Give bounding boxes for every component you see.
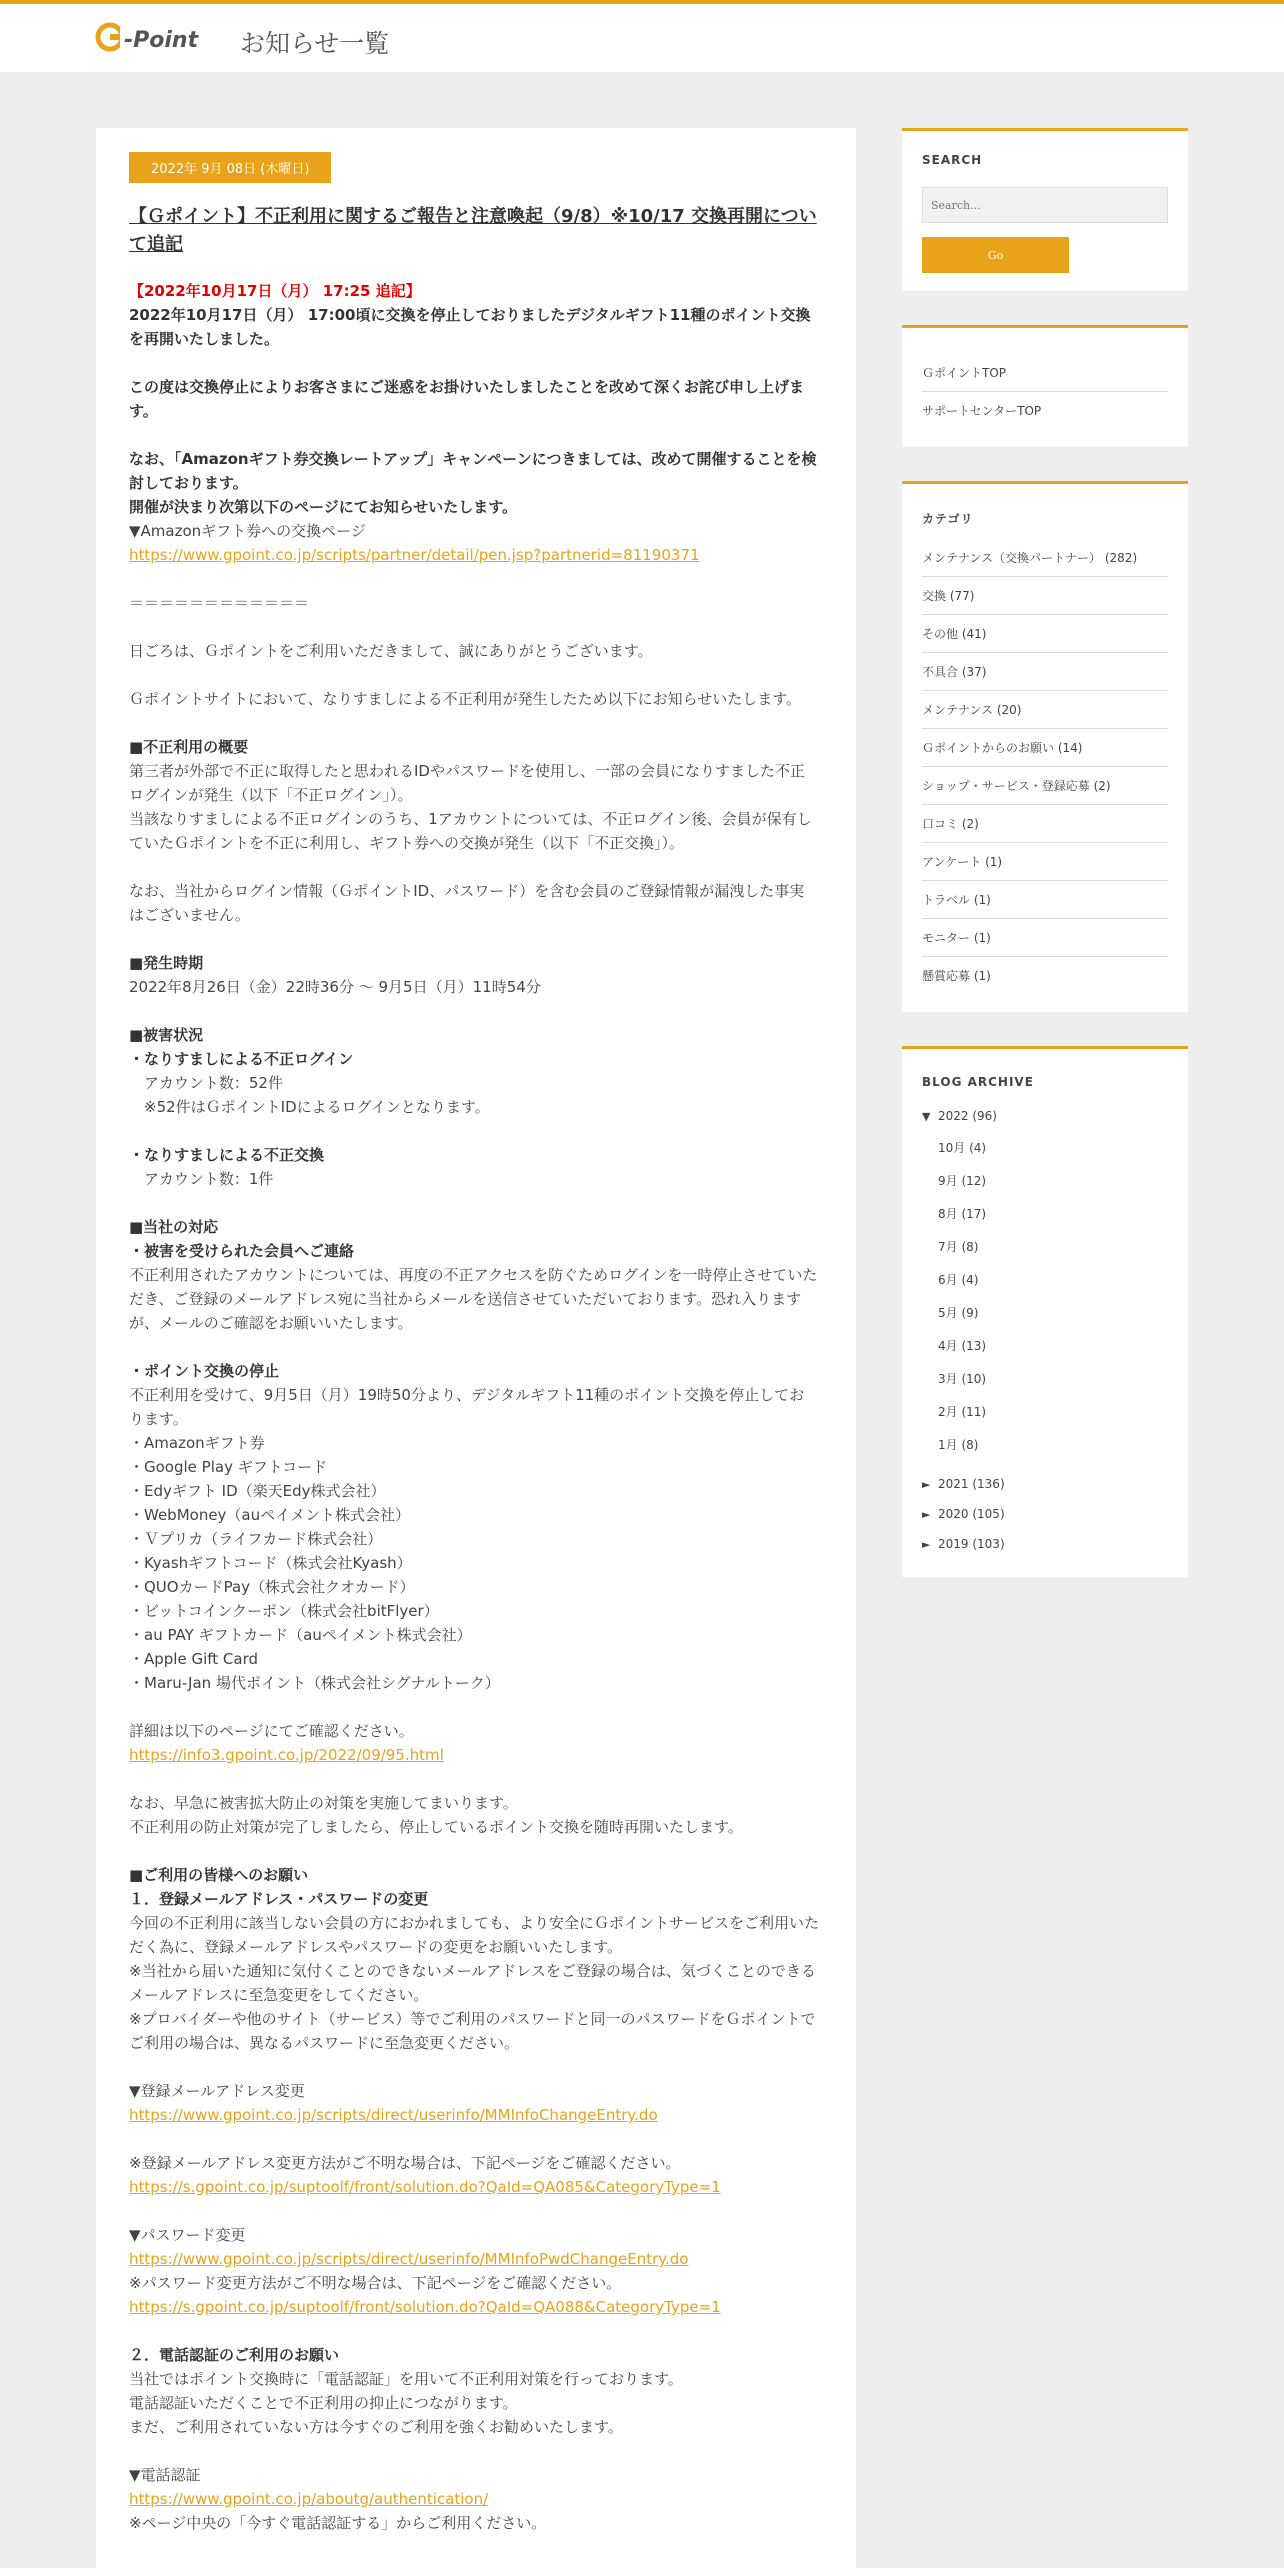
post-blank-line (129, 1839, 819, 1863)
post-text-line: アカウント数：52件 (129, 1074, 283, 1092)
post-text-line: ■不正利用の概要 (129, 738, 249, 756)
archive-widget (902, 1046, 1188, 1577)
post-text-line: 2022年8月26日（金）22時36分 ～ 9月5日（月）11時54分 (129, 978, 541, 996)
post-text-line: ※ページ中央の「今すぐ電話認証する」からご利用ください。 (129, 2514, 547, 2532)
post-text-line: 【2022年10月17日（月） 17:25 追記】 (129, 282, 421, 300)
post (129, 152, 819, 2535)
categories-heading: カテゴリ (922, 512, 974, 526)
archive-year-label[interactable]: 2021 (136) (938, 1477, 1005, 1491)
expand-triangle-icon[interactable]: ► (922, 1538, 931, 1551)
category-item[interactable]: 懸賞応募 (1) (922, 969, 991, 983)
post-text-line: ＝＝＝＝＝＝＝＝＝＝＝＝ (129, 594, 310, 612)
post-text-line: ・Amazonギフト券 (129, 1434, 265, 1452)
post-blank-line (129, 999, 819, 1023)
sidebar (902, 128, 1188, 1611)
post-text-line: ■被害状況 (129, 1026, 204, 1044)
search-button[interactable]: Go (922, 237, 1069, 273)
link-support-top[interactable]: サポートセンターTOP (922, 404, 1042, 418)
post-link[interactable]: https://info3.gpoint.co.jp/2022/09/95.html (129, 1746, 444, 1764)
search-input[interactable] (922, 187, 1168, 223)
post-body (129, 279, 819, 2535)
archive-year-label[interactable]: 2019 (103) (938, 1537, 1005, 1551)
post-link[interactable]: https://www.gpoint.co.jp/aboutg/authentication/ (129, 2490, 489, 2508)
post-date-badge: 2022年 9月 08日 (木曜日) (129, 152, 331, 183)
post-blank-line (129, 1767, 819, 1791)
post-blank-line (129, 2127, 819, 2151)
archive-year-item[interactable] (922, 1469, 1168, 1499)
search-widget (902, 128, 1188, 291)
post-link[interactable]: https://www.gpoint.co.jp/scripts/partner/detail/pen.jsp?partnerid=81190371 (129, 546, 700, 564)
archive-month-item[interactable]: 7月 (8) (938, 1240, 979, 1254)
archive-year-list (922, 1469, 1168, 1559)
post-text-line: ■発生時期 (129, 954, 204, 972)
collapse-triangle-icon[interactable]: ▼ (922, 1110, 931, 1123)
post-text-line: Ｇポイントサイトにおいて、なりすましによる不正利用が発生したため以下にお知らせいたします。 (129, 690, 802, 708)
category-item[interactable]: アンケート (1) (922, 843, 1168, 881)
post-text-line: ・Kyashギフトコード（株式会社Kyash） (129, 1554, 412, 1572)
category-item[interactable]: ショップ・サービス・登録応募 (2) (922, 767, 1168, 805)
categories-widget (902, 481, 1188, 1012)
archive-month-item[interactable]: 3月 (10) (938, 1372, 987, 1386)
archive-month-item[interactable]: 5月 (9) (938, 1306, 979, 1320)
post-text-line: 詳細は以下のページにてご確認ください。 (129, 1722, 414, 1740)
archive-heading: BLOG ARCHIVE (922, 1075, 1034, 1089)
archive-month-item[interactable]: 9月 (12) (938, 1174, 987, 1188)
post-text-line: 2022年10月17日（月） 17:00頃に交換を停止しておりましたデジタルギフト11種のポイント交換を再開いたしました。 (129, 306, 811, 348)
archive-month-item[interactable]: 1月 (8) (938, 1438, 979, 1452)
link-gpoint-top[interactable]: ＧポイントTOP (922, 354, 1168, 392)
post-text-line: アカウント数：1件 (129, 1170, 274, 1188)
category-item[interactable]: 不具合 (37) (922, 653, 1168, 691)
expand-triangle-icon[interactable]: ► (922, 1478, 931, 1491)
gpoint-logo[interactable] (94, 18, 206, 56)
post-blank-line (129, 2055, 819, 2079)
post-text-line: ・Google Play ギフトコード (129, 1458, 328, 1476)
post-text-line: ▼Amazonギフト券への交換ページ (129, 522, 366, 540)
post-text-line: ■当社の対応 (129, 1218, 219, 1236)
archive-year-2022[interactable] (922, 1101, 1168, 1131)
post-text-line: ・Edyギフト ID（楽天Edy株式会社） (129, 1482, 386, 1500)
post-text-line: ・なりすましによる不正ログイン (129, 1050, 354, 1068)
category-item[interactable]: メンテナンス（交換パートナー） (282) (922, 539, 1168, 577)
page-title: お知らせ一覧 (240, 29, 390, 58)
post-text-line: ・Apple Gift Card (129, 1650, 259, 1668)
archive-year-label[interactable]: 2020 (105) (938, 1507, 1005, 1521)
post-text-line: 開催が決まり次第以下のページにてお知らせいたします。 (129, 498, 518, 516)
category-item[interactable]: モニター (1) (922, 919, 1168, 957)
post-text-line: ・Ｖプリカ（ライフカード株式会社） (129, 1530, 383, 1548)
post-text-line: ■ご利用の皆様へのお願い (129, 1866, 309, 1884)
archive-month-item[interactable]: 6月 (4) (938, 1273, 979, 1287)
site-header (0, 0, 1284, 72)
post-text-line: 不正利用されたアカウントについては、再度の不正アクセスを防ぐためログインを一時停止させていただき、ご登録のメールアドレス宛に当社からメールを送信させていただいております。恐れ入りますが、メールのご確認をお願いいたします。 (129, 1266, 818, 1332)
post-blank-line (129, 1191, 819, 1215)
archive-year-item[interactable] (922, 1499, 1168, 1529)
post-blank-line (129, 855, 819, 879)
category-item[interactable]: その他 (41) (922, 615, 1168, 653)
post-text-line: 電話認証いただくことで不正利用の抑止につながります。 (129, 2394, 518, 2412)
post-text-line: 日ごろは、Ｇポイントをご利用いただきまして、誠にありがとうございます。 (129, 642, 653, 660)
post-link[interactable]: https://s.gpoint.co.jp/suptoolf/front/solution.do?QaId=QA088&CategoryType=1 (129, 2298, 721, 2316)
post-title[interactable]: 【Ｇポイント】不正利用に関するご報告と注意喚起（9/8）※10/17 交換再開について追記 (129, 206, 817, 255)
post-blank-line (129, 711, 819, 735)
archive-year-item[interactable] (922, 1529, 1168, 1559)
post-text-line: ・QUOカードPay（株式会社クオカード） (129, 1578, 415, 1596)
post-text-line: ▼パスワード変更 (129, 2226, 246, 2244)
post-blank-line (129, 1119, 819, 1143)
post-text-line: 第三者が外部で不正に取得したと思われるIDやパスワードを使用し、一部の会員になりすました不正ログインが発生（以下「不正ログイン」）。 (129, 762, 805, 804)
post-text-line: ※登録メールアドレス変更方法がご不明な場合は、下記ページをご確認ください。 (129, 2154, 681, 2172)
post-text-line: ２．電話認証のご利用のお願い (129, 2346, 340, 2364)
links-widget (902, 325, 1188, 447)
expand-triangle-icon[interactable]: ► (922, 1508, 931, 1521)
post-text-line: ・被害を受けられた会員へご連絡 (129, 1242, 355, 1260)
post-text-line: 当該なりすましによる不正ログインのうち、1アカウントについては、不正ログイン後、会員が保有していたＧポイントを不正に利用し、ギフト券への交換が発生（以下「不正交換」）。 (129, 810, 812, 852)
post-text-line: ・ポイント交換の停止 (129, 1362, 280, 1380)
post-text-line: ▼電話認証 (129, 2466, 201, 2484)
category-item[interactable]: 口コミ (2) (922, 805, 1168, 843)
post-text-line: この度は交換停止によりお客さまにご迷惑をお掛けいたしましたことを改めて深くお詫び申し上げます。 (129, 378, 805, 420)
archive-year-label[interactable]: 2022 (96) (938, 1109, 997, 1123)
category-item[interactable]: 交換 (77) (922, 577, 1168, 615)
post-blank-line (129, 663, 819, 687)
post-blank-line (129, 2439, 819, 2463)
archive-month-list (922, 1131, 1168, 1461)
post-text-line: ※パスワード変更方法がご不明な場合は、下記ページをご確認ください。 (129, 2274, 622, 2292)
post-text-line: ※プロバイダーや他のサイト（サービス）等でご利用のパスワードと同一のパスワードをＧポイントでご利用の場合は、異なるパスワードに至急変更ください。 (129, 2010, 816, 2052)
post-text-line: なお、「Amazonギフト券交換レートアップ」キャンペーンにつきましては、改めて開催することを検討しております。 (129, 450, 817, 492)
post-blank-line (129, 615, 819, 639)
archive-month-item[interactable]: 4月 (13) (938, 1339, 987, 1353)
post-text-line: 不正利用を受けて、9月5日（月）19時50分より、デジタルギフト11種のポイント交換を停止しております。 (129, 1386, 805, 1428)
post-link[interactable]: https://www.gpoint.co.jp/scripts/direct/userinfo/MMInfoPwdChangeEntry.do (129, 2250, 689, 2268)
post-text-line: 不正利用の防止対策が完了しましたら、停止しているポイント交換を随時再開いたします。 (129, 1818, 743, 1836)
post-text-line: ※52件はＧポイントIDによるログインとなります。 (129, 1098, 490, 1116)
post-blank-line (129, 1335, 819, 1359)
category-item[interactable]: Ｇポイントからのお願い (14) (922, 729, 1168, 767)
post-text-line: まだ、ご利用されていない方は今すぐのご利用を強くお勧めいたします。 (129, 2418, 623, 2436)
post-text-line: 今回の不正利用に該当しない会員の方におかれましても、より安全にＧポイントサービスをご利用いただく為に、登録メールアドレスやパスワードの変更をお願いいたします。 (129, 1914, 820, 1956)
post-blank-line (129, 351, 819, 375)
post-text-line: ・Maru-Jan 場代ポイント（株式会社シグナルトーク） (129, 1674, 500, 1692)
search-heading: SEARCH (922, 153, 983, 167)
post-blank-line (129, 423, 819, 447)
archive-month-item[interactable]: 2月 (11) (938, 1405, 987, 1419)
post-text-line: ・なりすましによる不正交換 (129, 1146, 325, 1164)
post-text-line: 当社ではポイント交換時に「電話認証」を用いて不正利用対策を行っております。 (129, 2370, 683, 2388)
post-link[interactable]: https://s.gpoint.co.jp/suptoolf/front/solution.do?QaId=QA085&CategoryType=1 (129, 2178, 721, 2196)
post-blank-line (129, 927, 819, 951)
post-blank-line (129, 1695, 819, 1719)
post-blank-line (129, 2199, 819, 2223)
post-text-line: ▼登録メールアドレス変更 (129, 2082, 305, 2100)
category-list (922, 539, 1168, 994)
post-blank-line (129, 567, 819, 591)
post-text-line: ・au PAY ギフトカード（auペイメント株式会社） (129, 1626, 472, 1644)
archive-month-item[interactable]: 8月 (17) (938, 1207, 987, 1221)
post-text-line: なお、当社からログイン情報（ＧポイントID、パスワード）を含む会員のご登録情報が漏洩した事実はございません。 (129, 882, 805, 924)
archive-month-item[interactable]: 10月 (4) (938, 1141, 987, 1155)
post-text-line: ※当社から届いた通知に気付くことのできないメールアドレスをご登録の場合は、気づくことのできるメールアドレスに至急変更をしてください。 (129, 1962, 816, 2004)
category-item[interactable]: メンテナンス (20) (922, 691, 1168, 729)
post-text-line: ・ビットコインクーポン（株式会社bitFlyer） (129, 1602, 439, 1620)
post-card (96, 128, 856, 2568)
post-text-line: なお、早急に被害拡大防止の対策を実施してまいります。 (129, 1794, 518, 1812)
post-text-line: １．登録メールアドレス・パスワードの変更 (129, 1890, 429, 1908)
post-blank-line (129, 2319, 819, 2343)
post-link[interactable]: https://www.gpoint.co.jp/scripts/direct/userinfo/MMInfoChangeEntry.do (129, 2106, 658, 2124)
post-text-line: ・WebMoney（auペイメント株式会社） (129, 1506, 410, 1524)
svg-text:-Point: -Point (124, 28, 199, 53)
category-item[interactable]: トラベル (1) (922, 881, 1168, 919)
